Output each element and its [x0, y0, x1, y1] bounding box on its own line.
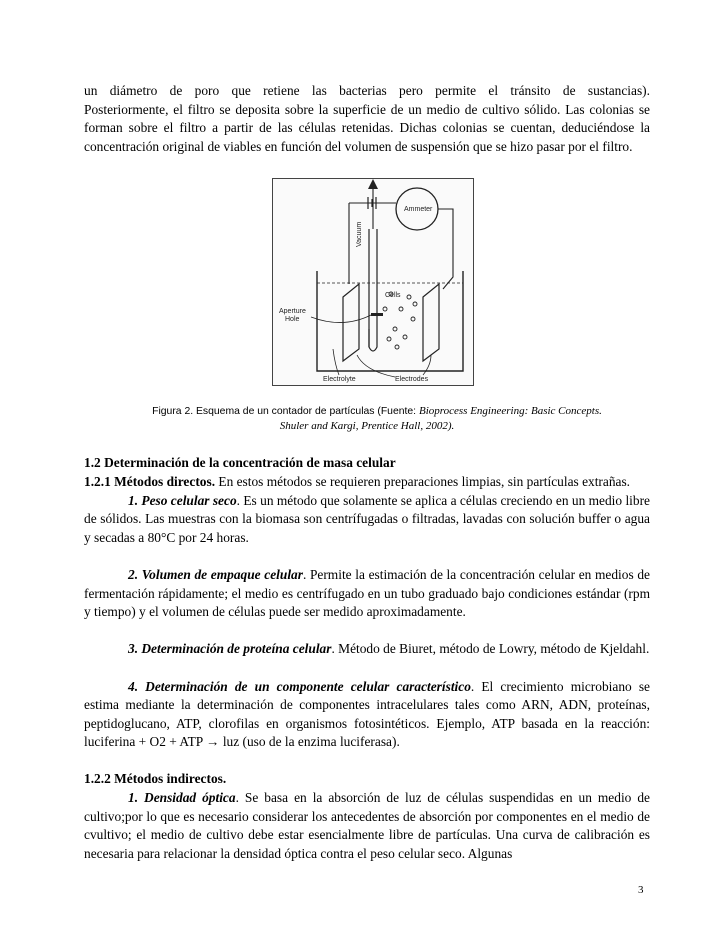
- item-densidad-text: . Se basa en la absorción de luz de células suspendidas en un medio de cultivo;por lo que es necesario considerar los antecedentes de absorción por componentes en el medio de cvultivo; el medio de cultivo debe estar esencialmente libre de partículas. Una curva de calibración es necesaria para relacionar la densidad óptica contra el peso celular seco. Algunas: [84, 790, 650, 861]
- item-1-text: . Es un método que solamente se aplica a células creciendo en un medio libre de sólidos. Las muestras con la biomasa son centrífugadas o filtradas, lavadas con solución buffer o agua y secadas a 80°C por 24 horas.: [84, 492, 651, 545]
- aperture-pointer: [311, 315, 371, 323]
- cells-label: Cells: [385, 292, 401, 300]
- item-densidad-optica: [84, 789, 650, 863]
- page-body: [84, 82, 650, 863]
- item-4-title: 4. Determinación de un componente celular característico: [128, 678, 471, 694]
- subsection-1-2-1-heading: 1.2.1 Métodos directos.: [84, 473, 216, 489]
- ammeter-label: Ammeter: [404, 206, 433, 214]
- wire-right-electrode: [438, 209, 453, 289]
- item-4-text: . El crecimiento microbiano se estima mediante la determinación de componentes intracelulares tales como ARN, ADN, proteínas, peptidoglucano, ATP, clorofilas en organismos fotosintéticos. Ejemplo, ATP basada en la reacción: luciferina + O2 + ATP → luz (uso de la enzima luciferasa).: [84, 678, 650, 750]
- item-2-title: 2. Volumen de empaque celular: [128, 566, 303, 582]
- hole-label: Hole: [285, 316, 300, 324]
- item-proteina-celular: [84, 640, 650, 659]
- electrolyte-label: Electrolyte: [323, 376, 356, 384]
- caption-italic-1: Bioprocess Engineering: Basic Concepts.: [418, 405, 602, 418]
- electrodes-pointer-left: [357, 355, 395, 377]
- particle-counter-svg: [273, 179, 473, 385]
- aperture-hole: [371, 313, 383, 316]
- electrodes-label: Electrodes: [395, 376, 429, 384]
- right-electrode: [423, 284, 439, 361]
- aperture-label: Aperture: [279, 308, 306, 316]
- caption-plain: Figura 2. Esquema de un contador de partículas (Fuente:: [152, 406, 419, 418]
- item-3-title: 3. Determinación de proteína celular: [128, 641, 332, 657]
- inner-tube: [369, 329, 377, 351]
- item-3-text: . Método de Biuret, método de Lowry, método de Kjeldahl.: [331, 641, 650, 657]
- section-heading-1-2: 1.2 Determinación de la concentración de masa celular: [84, 455, 396, 471]
- item-densidad-title: 1. Densidad óptica: [128, 790, 236, 806]
- page-number: 3: [638, 884, 644, 896]
- vessel-outline: [317, 271, 463, 371]
- caption-italic-2: Shuler and Kargi, Prentice Hall, 2002).: [279, 420, 455, 433]
- subsection-1-2-1: [84, 473, 650, 492]
- item-peso-celular-seco: [84, 492, 650, 548]
- vacuum-label: Vacuum: [356, 222, 363, 248]
- item-volumen-empaque: [84, 566, 650, 622]
- particle-counter-diagram: [272, 178, 474, 386]
- item-componente-caracteristico: [84, 678, 650, 752]
- intro-first-line: un diámetro de poro que retiene las bacterias pero permite el tránsito de sustancias).: [84, 83, 650, 98]
- intro-paragraph: Posteriormente, el filtro se deposita sobre la superficie de un medio de cultivo sólido. Las colonias se forman sobre el filtro a partir de las células retenidas. Dichas colonias se cuentan, deduciéndose la concentración original de viables en función del volumen de suspensión que se hizo pasar por el filtro.: [84, 101, 650, 154]
- item-2-text: . Permite la estimación de la concentración celular en medios de fermentación rápidamente; el medio es centrífugado en un tubo graduado bajo condiciones estándar (rpm y tiempo) y el volumen de células puede ser medido aproximadamente.: [84, 566, 650, 620]
- subsection-1-2-2-heading: 1.2.2 Métodos indirectos.: [84, 771, 227, 787]
- figure-2: [84, 178, 650, 404]
- subsection-1-2-1-text: En estos métodos se requieren preparaciones limpias, sin partículas extrañas.: [215, 473, 631, 489]
- cells-group: [383, 292, 417, 349]
- item-1-title: 1. Peso celular seco: [128, 492, 237, 508]
- figure-caption: [84, 404, 650, 434]
